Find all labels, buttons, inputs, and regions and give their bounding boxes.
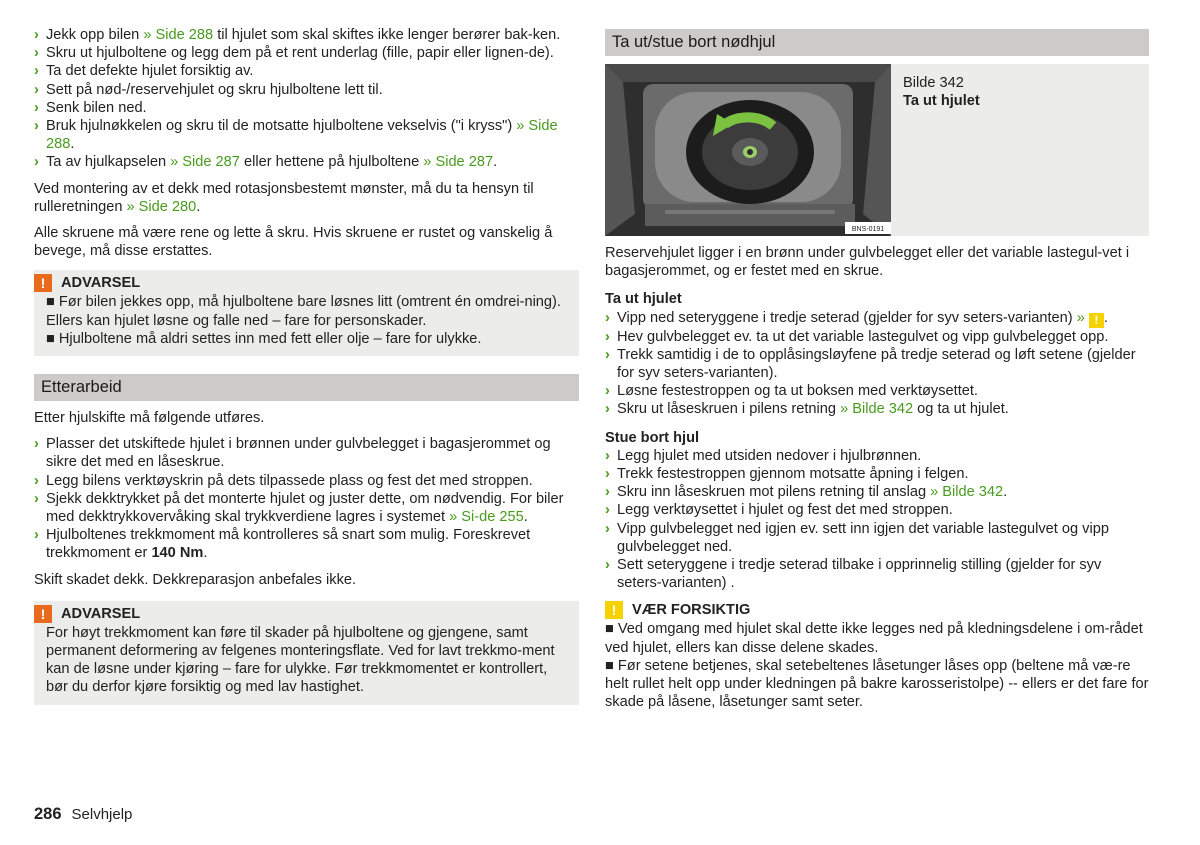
step-item: › Vipp gulvbelegget ned igjen ev. sett inn igjen det variable lastegulvet og vipp gulvbelegget ned. — [605, 520, 1109, 555]
step-item: › Ta av hjulkapselen » Side 287 eller hettene på hjulboltene » Side 287. — [34, 154, 498, 171]
step-arrow-icon: › — [34, 154, 39, 171]
subheading: Ta ut hjulet — [605, 291, 682, 308]
figure-code: BNS-0191 — [851, 226, 885, 233]
step-arrow-icon: › — [605, 466, 610, 483]
paragraph: Reservehjulet ligger i en brønn under gulvbelegget eller det variable lastegul-vet i bagasjerommet, og er festet med en skrue. — [605, 245, 1130, 280]
step-arrow-icon: › — [605, 346, 610, 363]
step-list-remove-wheel — [605, 309, 1149, 419]
paragraph: Alle skruene må være rene og lette å skru. Hvis skruene er rustet og vanskelig å bevege, må disse erstattes. — [34, 225, 553, 260]
step-arrow-icon: › — [605, 383, 610, 400]
step-arrow-icon: › — [34, 436, 39, 453]
step-arrow-icon: › — [605, 309, 610, 326]
step-list-after-work — [34, 435, 579, 562]
paragraph: Skift skadet dekk. Dekkreparasjon anbefales ikke. — [34, 571, 357, 588]
caution-item: ■ Ved omgang med hjulet skal dette ikke legges ned på kledningsdelene i om-rådet ved hjulet, ellers kan disse delene skades. — [605, 621, 1143, 656]
step-item: › Løsne festestroppen og ta ut boksen med verktøysettet. — [605, 383, 978, 400]
warning-item: ■ Hjulboltene må aldri settes inn med fett eller olje – fare for ulykke. — [46, 330, 482, 347]
page-link[interactable]: » Side 287 — [423, 154, 494, 171]
warning-header — [34, 273, 567, 293]
step-list-change-wheel — [34, 26, 579, 172]
page-link[interactable]: » Si-de 255 — [449, 509, 524, 526]
figure-title: Ta ut hjulet — [903, 93, 980, 110]
warning-text: For høyt trekkmoment kan føre til skader på hjulboltene og gjengene, samt permanent deformering av felgenes monteringsflate. Ved for lavt trekkmo-ment kan de løsne under kjøring – fare for ulykke. Før trekkmomentet er kontrollert, bør du derfor kjøre forsiktig og med lav hastighet. — [46, 624, 555, 696]
figure-image — [605, 64, 891, 236]
spare-wheel-illustration — [605, 64, 891, 236]
subheading: Stue bort hjul — [605, 429, 700, 446]
step-arrow-icon: › — [34, 99, 39, 116]
step-arrow-icon: › — [34, 81, 39, 98]
step-item: › Trekk festestroppen gjennom motsatte åpning i felgen. — [605, 466, 969, 483]
figure-caption — [891, 64, 980, 236]
chapter-title: Selvhjelp — [71, 806, 133, 823]
step-item: › Skru ut låseskruen i pilens retning » Bilde 342 og ta ut hjulet. — [605, 401, 1009, 418]
right-column — [605, 29, 1149, 711]
warning-title: ADVARSEL — [61, 275, 141, 292]
step-arrow-icon: › — [34, 118, 39, 135]
step-list-store-wheel — [605, 447, 1149, 593]
step-arrow-icon: › — [605, 447, 610, 464]
step-arrow-icon: › — [34, 45, 39, 62]
section-heading: Ta ut/stue bort nødhjul — [605, 29, 1149, 56]
step-item: › Ta det defekte hjulet forsiktig av. — [34, 63, 254, 80]
warning-header — [34, 604, 567, 624]
step-item: › Trekk samtidig i de to opplåsingsløyfene på tredje seterad og løft setene (gjelder for syv seters-varianten). — [605, 346, 1136, 382]
page-link[interactable]: » Side 288 — [143, 27, 214, 43]
caution-icon: ! — [605, 601, 623, 619]
step-item: › Sjekk dekktrykket på det monterte hjulet og juster dette, om nødvendig. For biler med dekktrykkovervåking skal trykkverdiene lagres i systemet » Si-de 255. — [34, 490, 564, 526]
warning-item: ■ Før bilen jekkes opp, må hjulboltene bare løsnes litt (omtrent én omdrei-ning). Ellers kan hjulet løsne og falle ned – fare for personskader. — [46, 294, 561, 329]
figure-link[interactable]: » Bilde 342 — [930, 484, 1004, 501]
step-item: › Bruk hjulnøkkelen og skru til de motsatte hjulboltene vekselvis ("i kryss") » Side 288. — [34, 118, 558, 153]
page-number: 286 — [34, 805, 62, 823]
caution-header — [605, 600, 1149, 620]
step-arrow-icon: › — [605, 328, 610, 345]
step-item: › Hjulboltenes trekkmoment må kontrolleres så snart som mulig. Foreskrevet trekkmoment er 140 Nm. — [34, 527, 531, 562]
step-arrow-icon: › — [605, 520, 610, 537]
caution-item: ■ Før setene betjenes, skal setebeltenes låsetunger låses opp (beltene må væ-re helt rullet helt opp under kledningen på bakre karosseristolpe) -- ellers er det fare for skade på låsene, låsetunger samt seter. — [605, 657, 1149, 711]
step-item: › Sett på nød-/reservehjulet og skru hjulboltene lett til. — [34, 81, 383, 98]
figure — [605, 64, 1149, 236]
page-link[interactable]: » — [1076, 309, 1085, 326]
step-item: › Hev gulvbelegget ev. ta ut det variable lastegulvet og vipp gulvbelegget opp. — [605, 328, 1109, 345]
page-footer — [34, 805, 132, 824]
step-item: › Skru ut hjulboltene og legg dem på et rent underlag (fille, papir eller lignen-de). — [34, 45, 554, 62]
step-arrow-icon: › — [605, 484, 610, 501]
step-arrow-icon: › — [34, 527, 39, 544]
step-arrow-icon: › — [34, 27, 39, 43]
step-item: › Sett seteryggene i tredje seterad tilbake i opprinnelig stilling (gjelder for syv seters-varianten) . — [605, 557, 1102, 592]
step-arrow-icon: › — [605, 401, 610, 418]
page-link[interactable]: » Side 280 — [126, 198, 197, 215]
step-item: › Senk bilen ned. — [34, 99, 147, 116]
step-item: › Legg hjulet med utsiden nedover i hjulbrønnen. — [605, 447, 922, 464]
step-arrow-icon: › — [605, 502, 610, 519]
step-item: › Legg verktøysettet i hjulet og fest det med stroppen. — [605, 502, 953, 519]
caution-title: VÆR FORSIKTIG — [632, 602, 751, 619]
figure-number: Bilde 342 — [903, 75, 964, 91]
figure-link[interactable]: » Bilde 342 — [840, 401, 914, 418]
step-item: › Vipp ned seteryggene i tredje seterad (gjelder for syv seters-varianten) » ! . — [605, 309, 1108, 327]
warning-box — [34, 601, 579, 705]
step-item: › Skru inn låseskruen mot pilens retning til anslag » Bilde 342. — [605, 484, 1008, 501]
step-item: › Jekk opp bilen » Side 288 til hjulet som skal skiftes ikke lenger berører bak-ken. — [34, 27, 561, 43]
step-arrow-icon: › — [34, 490, 39, 507]
paragraph: Ved montering av et dekk med rotasjonsbestemt mønster, må du ta hensyn til rulleretningen » Side 280. — [34, 180, 534, 215]
caution-small-icon[interactable]: ! — [1089, 313, 1104, 328]
step-arrow-icon: › — [34, 472, 39, 489]
step-arrow-icon: › — [605, 557, 610, 574]
warning-box — [34, 270, 579, 356]
page-link[interactable]: » Side 288 — [46, 118, 558, 153]
left-column — [34, 26, 579, 705]
page-link[interactable]: » Side 287 — [170, 154, 240, 171]
warning-icon: ! — [34, 605, 52, 623]
warning-title: ADVARSEL — [61, 605, 141, 622]
step-item: › Legg bilens verktøyskrin på dets tilpassede plass og fest det med stroppen. — [34, 472, 533, 489]
paragraph: Etter hjulskifte må følgende utføres. — [34, 410, 265, 427]
step-arrow-icon: › — [34, 63, 39, 80]
section-heading: Etterarbeid — [34, 374, 579, 401]
warning-icon: ! — [34, 274, 52, 292]
step-item: › Plasser det utskiftede hjulet i brønnen under gulvbelegget i bagasjerommet og sikre det med en låseskrue. — [34, 436, 551, 471]
